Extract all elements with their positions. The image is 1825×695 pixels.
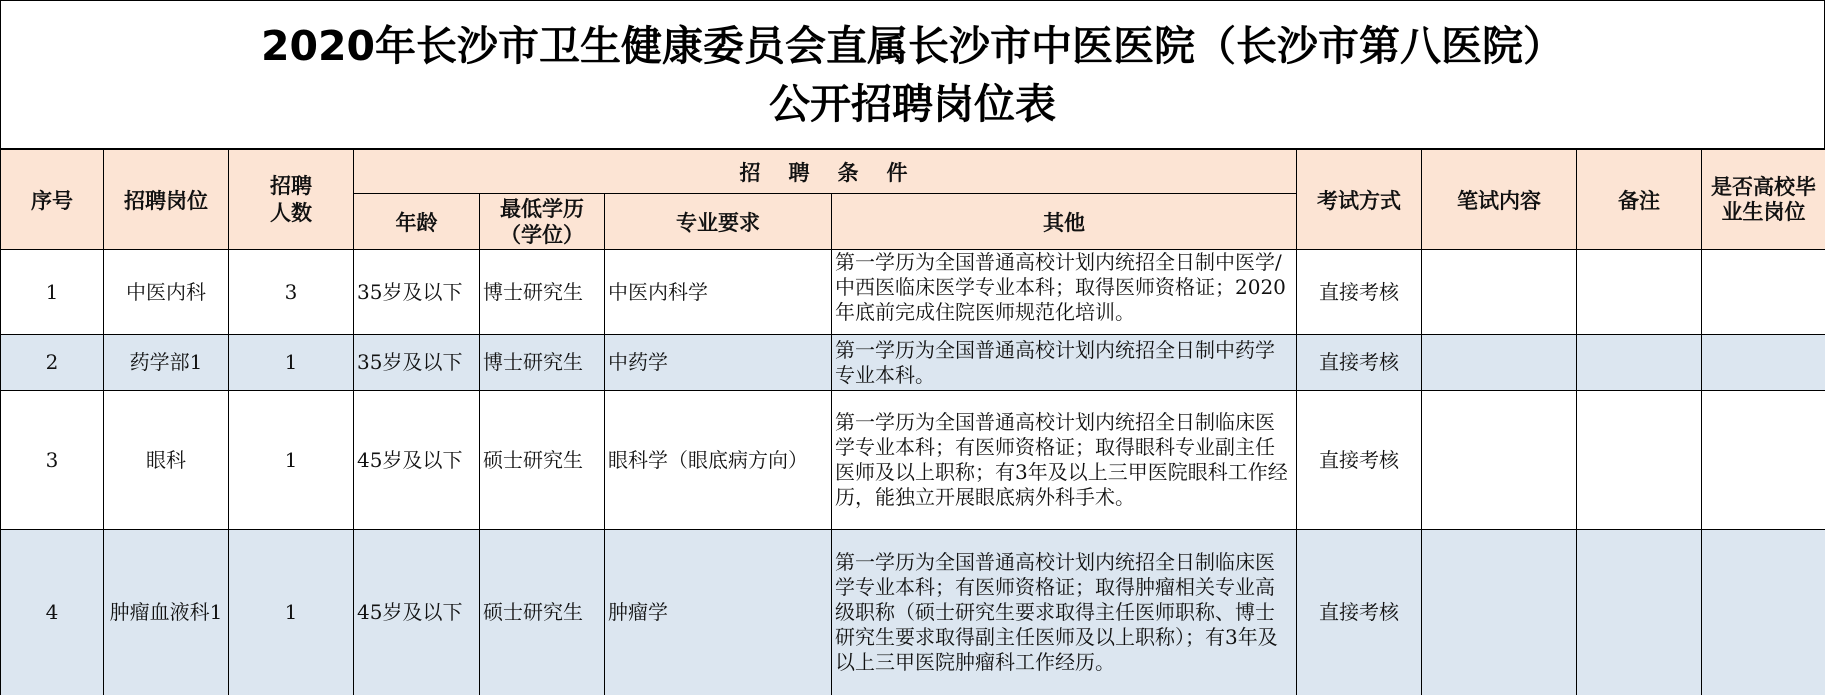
table-row — [1, 335, 1825, 391]
cell-major: 中药学 — [605, 335, 832, 391]
cell-written-content — [1422, 335, 1577, 391]
recruitment-table — [0, 149, 1825, 695]
cell-count: 1 — [229, 530, 354, 695]
header-education: 最低学历（学位） — [480, 194, 605, 250]
cell-other: 第一学历为全国普通高校计划内统招全日制中药学专业本科。 — [832, 335, 1297, 391]
cell-written-content — [1422, 250, 1577, 335]
cell-position: 肿瘤血液科1 — [104, 530, 229, 695]
cell-position: 中医内科 — [104, 250, 229, 335]
table-row — [1, 250, 1825, 335]
cell-seq: 3 — [1, 391, 104, 530]
title-line-1: 2020年长沙市卫生健康委员会直属长沙市中医医院（长沙市第八医院） — [260, 21, 1565, 70]
cell-education: 博士研究生 — [480, 250, 605, 335]
cell-major: 中医内科学 — [605, 250, 832, 335]
cell-major: 肿瘤学 — [605, 530, 832, 695]
cell-graduate-position — [1702, 250, 1825, 335]
header-major: 专业要求 — [605, 194, 832, 250]
table-title — [0, 0, 1825, 149]
cell-other: 第一学历为全国普通高校计划内统招全日制中医学/中西医临床医学专业本科；取得医师资格证；2020年底前完成住院医师规范化培训。 — [832, 250, 1297, 335]
cell-position: 药学部1 — [104, 335, 229, 391]
header-age: 年龄 — [354, 194, 480, 250]
header-remarks: 备注 — [1577, 150, 1702, 250]
cell-other: 第一学历为全国普通高校计划内统招全日制临床医学专业本科；有医师资格证；取得眼科专业副主任医师及以上职称；有3年及以上三甲医院眼科工作经历，能独立开展眼底病外科手术。 — [832, 391, 1297, 530]
cell-age: 45岁及以下 — [354, 391, 480, 530]
header-seq: 序号 — [1, 150, 104, 250]
cell-exam-method: 直接考核 — [1297, 250, 1422, 335]
cell-remarks — [1577, 335, 1702, 391]
cell-graduate-position — [1702, 530, 1825, 695]
cell-age: 35岁及以下 — [354, 335, 480, 391]
cell-written-content — [1422, 530, 1577, 695]
cell-age: 45岁及以下 — [354, 530, 480, 695]
header-position: 招聘岗位 — [104, 150, 229, 250]
cell-remarks — [1577, 250, 1702, 335]
cell-graduate-position — [1702, 335, 1825, 391]
header-conditions: 招聘条件 — [354, 150, 1297, 194]
cell-remarks — [1577, 391, 1702, 530]
cell-exam-method: 直接考核 — [1297, 335, 1422, 391]
table-row — [1, 391, 1825, 530]
cell-exam-method: 直接考核 — [1297, 530, 1422, 695]
cell-exam-method: 直接考核 — [1297, 391, 1422, 530]
title-line-2: 公开招聘岗位表 — [769, 79, 1056, 128]
header-other: 其他 — [832, 194, 1297, 250]
cell-other: 第一学历为全国普通高校计划内统招全日制临床医学专业本科；有医师资格证；取得肿瘤相关专业高级职称（硕士研究生要求取得主任医师职称、博士研究生要求取得副主任医师及以上职称）；有3年及以上三甲医院肿瘤科工作经历。 — [832, 530, 1297, 695]
table-row — [1, 530, 1825, 695]
header-graduate-position: 是否高校毕业生岗位 — [1702, 150, 1825, 250]
cell-seq: 1 — [1, 250, 104, 335]
cell-count: 1 — [229, 391, 354, 530]
cell-graduate-position — [1702, 391, 1825, 530]
cell-education: 博士研究生 — [480, 335, 605, 391]
cell-seq: 4 — [1, 530, 104, 695]
cell-remarks — [1577, 530, 1702, 695]
cell-education: 硕士研究生 — [480, 530, 605, 695]
cell-count: 3 — [229, 250, 354, 335]
header-written-content: 笔试内容 — [1422, 150, 1577, 250]
cell-education: 硕士研究生 — [480, 391, 605, 530]
header-exam-method: 考试方式 — [1297, 150, 1422, 250]
cell-position: 眼科 — [104, 391, 229, 530]
cell-major: 眼科学（眼底病方向） — [605, 391, 832, 530]
cell-count: 1 — [229, 335, 354, 391]
header-count: 招聘人数 — [229, 150, 354, 250]
cell-seq: 2 — [1, 335, 104, 391]
cell-age: 35岁及以下 — [354, 250, 480, 335]
cell-written-content — [1422, 391, 1577, 530]
